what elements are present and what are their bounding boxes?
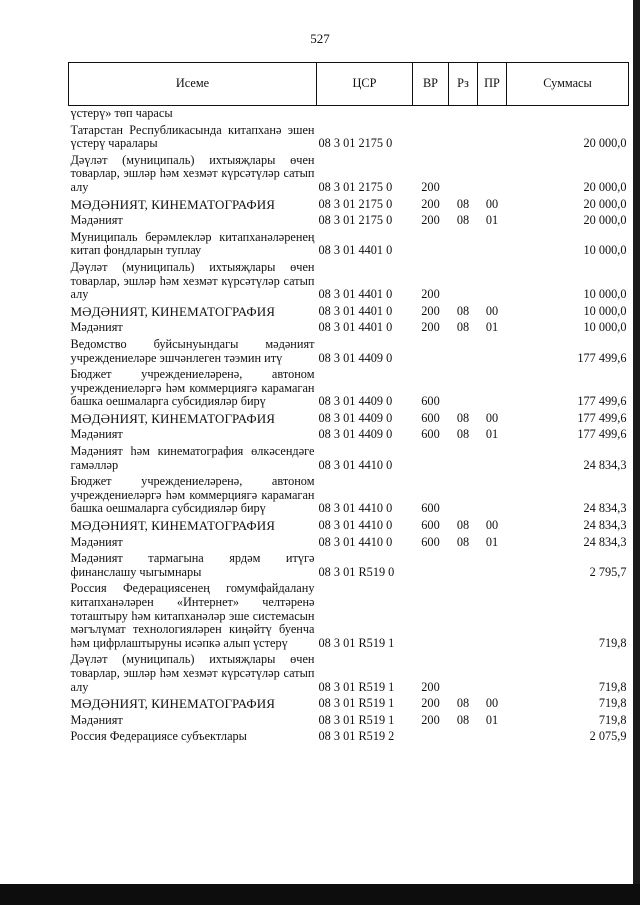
- table-row: [69, 106, 629, 123]
- cell-name: Дәүләт (муниципаль) ихтыяҗлары өчен товарлар, эшләр һәм хезмәт күрсәтүләр сатып алу: [70, 259, 315, 302]
- table-row: [69, 320, 629, 337]
- cell-csr: 08 3 01 R519 2: [318, 729, 395, 744]
- cell-csr: 08 3 01 4401 0: [318, 303, 393, 318]
- cell-pr: [478, 123, 507, 153]
- cell-csr: [317, 106, 413, 123]
- cell-vr: [413, 444, 449, 474]
- cell-vr: 200: [421, 179, 440, 194]
- cell-name: Россия Федерациясе субъектлары: [70, 729, 247, 744]
- cell-sum: 10 000,0: [583, 243, 627, 258]
- cell-name: Татарстан Республикасында китапханә эшен үстерү чаралары: [70, 122, 315, 151]
- cell-name: Дәүләт (муниципаль) ихтыяҗлары өчен товарлар, эшләр һәм хезмәт күрсәтүләр сатып алу: [70, 652, 315, 694]
- cell-vr: [413, 106, 449, 123]
- cell-csr: 08 3 01 2175 0: [318, 196, 393, 211]
- cell-rz: [449, 581, 478, 652]
- cell-pr: [478, 337, 507, 367]
- header-pr: ПР: [478, 63, 507, 106]
- table-row: [69, 123, 629, 153]
- scan-edge-right: [633, 0, 640, 905]
- cell-rz: [449, 652, 478, 696]
- cell-sum: 719,8: [598, 635, 627, 650]
- cell-pr: 00: [485, 518, 499, 533]
- cell-rz: 08: [456, 213, 470, 228]
- cell-name: Мәдәният: [70, 213, 123, 228]
- cell-name: Мәдәният: [70, 427, 123, 442]
- cell-csr: 08 3 01 4410 0: [318, 501, 393, 516]
- cell-pr: 01: [485, 213, 499, 228]
- cell-pr: [478, 153, 507, 197]
- table-header: [69, 63, 629, 106]
- cell-rz: [449, 367, 478, 411]
- cell-sum: 177 499,6: [577, 394, 627, 409]
- cell-rz: [449, 337, 478, 367]
- cell-sum: 20 000,0: [583, 213, 627, 228]
- cell-rz: [449, 123, 478, 153]
- cell-vr: 600: [421, 427, 440, 442]
- cell-rz: [449, 474, 478, 518]
- table-row: [69, 696, 629, 713]
- cell-name: Ведомство буйсынуындагы мәдәният учреждениеләре эшчәнлеген тәэмин итү: [70, 336, 315, 365]
- cell-vr: [413, 337, 449, 367]
- table-row: [69, 581, 629, 652]
- cell-vr: 200: [421, 196, 440, 211]
- cell-vr: [413, 123, 449, 153]
- cell-vr: 600: [421, 394, 440, 409]
- cell-csr: 08 3 01 2175 0: [318, 136, 393, 151]
- cell-pr: 00: [485, 303, 499, 318]
- cell-sum: 20 000,0: [583, 196, 627, 211]
- cell-rz: [449, 230, 478, 260]
- cell-rz: 08: [456, 696, 470, 711]
- cell-csr: 08 3 01 4409 0: [318, 394, 393, 409]
- cell-rz: 08: [456, 196, 470, 211]
- cell-rz: [449, 551, 478, 581]
- cell-sum: 177 499,6: [577, 350, 627, 365]
- table-row: [69, 197, 629, 214]
- cell-vr: 600: [421, 534, 440, 549]
- cell-rz: [449, 444, 478, 474]
- cell-csr: 08 3 01 4410 0: [318, 457, 393, 472]
- cell-rz: [449, 106, 478, 123]
- cell-rz: 08: [456, 410, 470, 425]
- cell-csr: 08 3 01 R519 1: [318, 696, 395, 711]
- cell-rz: 08: [456, 712, 470, 727]
- cell-pr: 00: [485, 410, 499, 425]
- table-row: [69, 444, 629, 474]
- cell-csr: 08 3 01 4409 0: [318, 410, 393, 425]
- cell-rz: 08: [456, 518, 470, 533]
- cell-vr: 200: [421, 712, 440, 727]
- cell-sum: 177 499,6: [577, 410, 627, 425]
- cell-vr: 200: [421, 320, 440, 335]
- cell-sum: 2 795,7: [589, 564, 627, 579]
- cell-csr: 08 3 01 4410 0: [318, 518, 393, 533]
- table-row: [69, 535, 629, 552]
- cell-csr: 08 3 01 4401 0: [318, 320, 393, 335]
- table-row: [69, 153, 629, 197]
- table-row: [69, 304, 629, 321]
- cell-pr: [478, 260, 507, 304]
- cell-pr: [478, 444, 507, 474]
- cell-csr: 08 3 01 2175 0: [318, 213, 393, 228]
- cell-name: МӘДӘНИЯТ, КИНЕМАТОГРАФИЯ: [70, 303, 276, 319]
- cell-pr: 01: [485, 712, 499, 727]
- cell-csr: 08 3 01 R519 1: [318, 635, 395, 650]
- table-row: [69, 518, 629, 535]
- table-row: [69, 230, 629, 260]
- header-rz: Рз: [449, 63, 478, 106]
- cell-vr: 200: [421, 287, 440, 302]
- header-vr: ВР: [413, 63, 449, 106]
- cell-csr: 08 3 01 R519 0: [318, 564, 395, 579]
- page-number: 527: [310, 31, 330, 46]
- table-row: [69, 337, 629, 367]
- cell-rz: 08: [456, 427, 470, 442]
- cell-sum: 10 000,0: [583, 303, 627, 318]
- cell-vr: [413, 729, 449, 746]
- cell-rz: [449, 153, 478, 197]
- cell-vr: [413, 551, 449, 581]
- scan-edge-bottom: [0, 884, 640, 905]
- cell-name: Муниципаль берәмлекләр китапханәләренең китап фондларын туплау: [70, 229, 315, 258]
- cell-sum: 24 834,3: [583, 501, 627, 516]
- cell-sum: 2 075,9: [589, 729, 627, 744]
- cell-sum: 24 834,3: [583, 518, 627, 533]
- cell-vr: 200: [421, 303, 440, 318]
- cell-pr: 01: [485, 320, 499, 335]
- cell-rz: [449, 260, 478, 304]
- cell-sum: 10 000,0: [583, 320, 627, 335]
- cell-vr: [413, 230, 449, 260]
- table-row: [69, 411, 629, 428]
- cell-vr: 200: [421, 679, 440, 694]
- cell-sum: 24 834,3: [583, 534, 627, 549]
- budget-table: [68, 62, 629, 746]
- table-row: [69, 551, 629, 581]
- cell-vr: 600: [421, 518, 440, 533]
- cell-csr: 08 3 01 4409 0: [318, 350, 393, 365]
- cell-pr: [478, 474, 507, 518]
- table-row: [69, 427, 629, 444]
- cell-pr: [478, 729, 507, 746]
- cell-csr: 08 3 01 2175 0: [318, 179, 393, 194]
- cell-name: Мәдәният тармагына ярдәм итүгә финанслашу чыгымнары: [70, 551, 315, 579]
- table-row: [69, 713, 629, 730]
- cell-pr: 01: [485, 427, 499, 442]
- cell-pr: [478, 551, 507, 581]
- cell-vr: 600: [421, 501, 440, 516]
- table-row: [69, 367, 629, 411]
- cell-sum: 719,8: [598, 712, 627, 727]
- cell-vr: 200: [421, 696, 440, 711]
- cell-sum: 24 834,3: [583, 457, 627, 472]
- cell-pr: [478, 652, 507, 696]
- cell-csr: 08 3 01 4401 0: [318, 243, 393, 258]
- cell-name: Дәүләт (муниципаль) ихтыяҗлары өчен товарлар, эшләр һәм хезмәт күрсәтүләр сатып алу: [70, 152, 315, 194]
- cell-name: үстерү» төп чарасы: [70, 106, 173, 120]
- cell-pr: [478, 581, 507, 652]
- cell-name: Россия Федерациясенең гомумфайдалану китапханәләрен «Интернет» челтәренә тоташтыру һәм китапханәләр эше системасын мәгълүмат технологияләрен киңәйтү буенча һәм цифрлаштыруны исәпкә алып үстерү: [70, 581, 315, 650]
- cell-rz: 08: [456, 320, 470, 335]
- cell-pr: 01: [485, 534, 499, 549]
- cell-pr: [478, 106, 507, 123]
- cell-sum: 20 000,0: [583, 136, 627, 151]
- cell-rz: 08: [456, 303, 470, 318]
- table-row: [69, 729, 629, 746]
- cell-pr: [478, 367, 507, 411]
- cell-csr: 08 3 01 4409 0: [318, 427, 393, 442]
- cell-pr: [478, 230, 507, 260]
- cell-csr: 08 3 01 4401 0: [318, 287, 393, 302]
- header-name: Исеме: [69, 63, 317, 106]
- cell-name: Бюджет учреждениеләренә, автоном учреждениеләргә һәм коммерциягә карамаган башка оешмаларга субсидияләр бирү: [70, 474, 315, 516]
- header-csr: ЦСР: [317, 63, 413, 106]
- cell-rz: [449, 729, 478, 746]
- cell-name: МӘДӘНИЯТ, КИНЕМАТОГРАФИЯ: [70, 518, 276, 534]
- cell-sum: 177 499,6: [577, 427, 627, 442]
- table-row: [69, 652, 629, 696]
- cell-csr: 08 3 01 R519 1: [318, 679, 395, 694]
- cell-vr: 600: [421, 410, 440, 425]
- cell-name: Мәдәният: [70, 534, 123, 549]
- cell-pr: 00: [485, 696, 499, 711]
- cell-pr: 00: [485, 196, 499, 211]
- cell-vr: 200: [421, 213, 440, 228]
- cell-sum: [507, 106, 629, 123]
- table-row: [69, 213, 629, 230]
- table-row: [69, 260, 629, 304]
- cell-name: Бюджет учреждениеләренә, автоном учреждениеләргә һәм коммерциягә карамаган башка оешмаларга субсидияләр бирү: [70, 367, 315, 409]
- cell-name: Мәдәният һәм кинематография өлкәсендәге гамәлләр: [70, 444, 315, 472]
- cell-vr: [413, 581, 449, 652]
- cell-sum: 719,8: [598, 696, 627, 711]
- cell-csr: 08 3 01 R519 1: [318, 712, 395, 727]
- cell-name: Мәдәният: [70, 320, 123, 335]
- cell-csr: 08 3 01 4410 0: [318, 534, 393, 549]
- cell-sum: 719,8: [598, 679, 627, 694]
- cell-sum: 20 000,0: [583, 179, 627, 194]
- cell-name: Мәдәният: [70, 712, 123, 727]
- cell-name: МӘДӘНИЯТ, КИНЕМАТОГРАФИЯ: [70, 196, 276, 212]
- cell-rz: 08: [456, 534, 470, 549]
- cell-name: МӘДӘНИЯТ, КИНЕМАТОГРАФИЯ: [70, 696, 276, 712]
- cell-sum: 10 000,0: [583, 287, 627, 302]
- header-sum: Суммасы: [507, 63, 629, 106]
- cell-name: МӘДӘНИЯТ, КИНЕМАТОГРАФИЯ: [70, 410, 276, 426]
- table-row: [69, 474, 629, 518]
- table-body: [69, 106, 629, 746]
